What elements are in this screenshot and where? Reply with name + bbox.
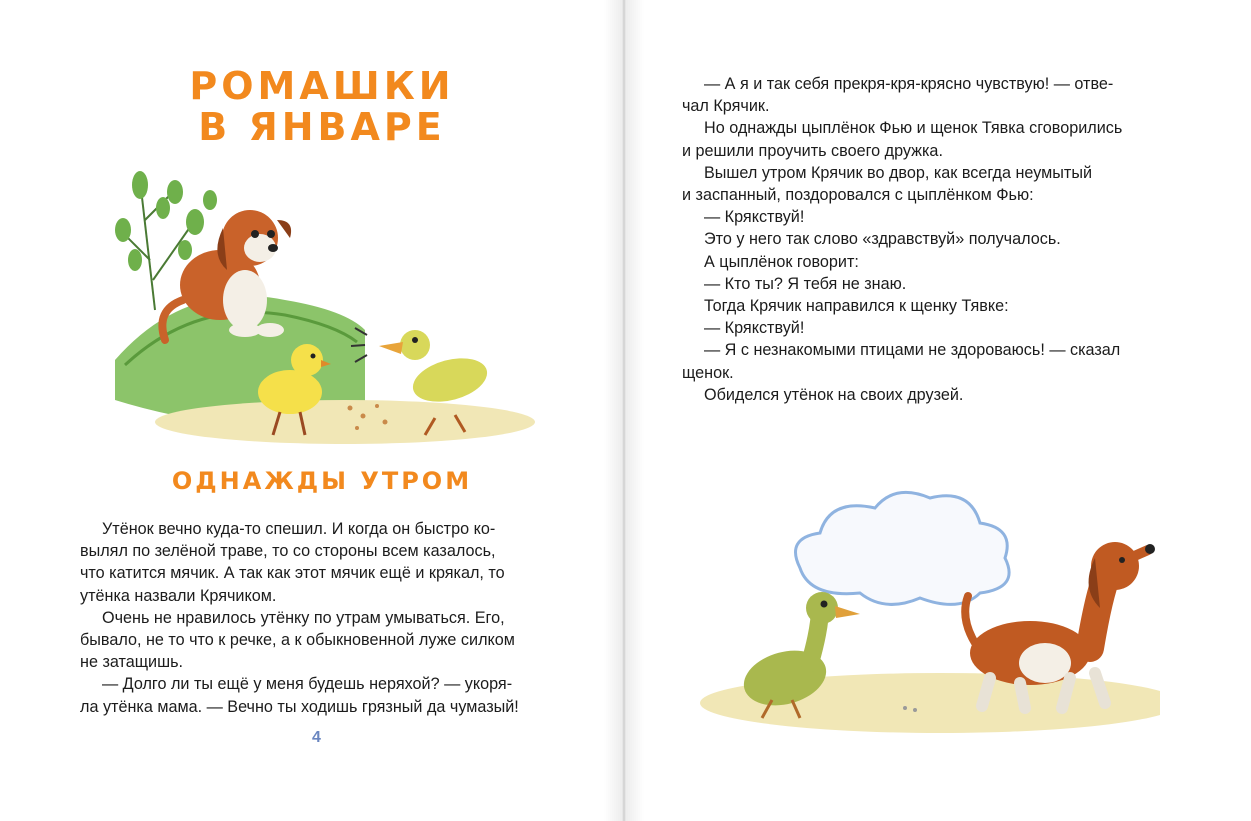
paragraph-line: — А я и так себя прекря-кря-крясно чувствую! — отве- (704, 75, 1114, 93)
paragraph-line: — Крякствуй! (704, 319, 805, 338)
duckling-puppy-cloud-illustration (690, 478, 1160, 738)
paragraph-line: А цыплёнок говорит: (704, 252, 859, 271)
paragraph-line: — Долго ли ты ещё у меня будешь неряхой? — укоря- (102, 675, 513, 694)
paragraph-line: Очень не нравилось утёнку по утрам умываться. Его, (102, 608, 505, 627)
paragraph-line: Обиделся утёнок на своих друзей. (704, 385, 964, 404)
paragraph-line: Тогда Крячик направился к щенку Тявке: (704, 297, 1009, 316)
paragraph-line: и решили проучить своего дружка. (682, 141, 943, 160)
book-title-line1: РОМАШКИ (189, 64, 455, 108)
book-title-line2: В ЯНВАРЕ (198, 105, 446, 149)
paragraph-line: Но однажды цыплёнок Фью и щенок Тявка сговорились (704, 119, 1123, 138)
paragraph-line: утёнка назвали Крячиком. (80, 586, 277, 605)
paragraph-line: не затащишь. (80, 653, 184, 672)
right-page-text (682, 73, 1175, 406)
chapter-title: ОДНАЖДЫ УТРОМ (171, 467, 473, 495)
paragraph-line: — Я с незнакомыми птицами не здороваюсь! — сказал (704, 341, 1121, 360)
paragraph-line: Вышел утром Крячик во двор, как всегда неумытый (704, 163, 1093, 182)
paragraph-line: что катится мячик. А так как этот мячик ещё и крякал, то (80, 564, 505, 583)
paragraph-line: чал Крячик. (682, 97, 770, 116)
paragraph-line: и заспанный, поздоровался с цыплёнком Фью: (682, 186, 1034, 205)
page-number: 4 (312, 729, 321, 746)
paragraph-line: вылял по зелёной траве, то со стороны всем казалось, (80, 542, 496, 561)
left-page (0, 0, 622, 821)
paragraph-line: бывало, не то что к речке, а к обыкновенной луже силком (80, 631, 515, 650)
paragraph-line: Это у него так слово «здравствуй» получалось. (704, 230, 1061, 249)
paragraph-line: — Кто ты? Я тебя не знаю. (704, 274, 907, 293)
paragraph-line: Утёнок вечно куда-то спешил. И когда он быстро ко- (102, 520, 496, 538)
paragraph-line: щенок. (682, 363, 734, 382)
paragraph-line: ла утёнка мама. — Вечно ты ходишь грязный да чумазый! (80, 697, 519, 716)
left-page-text (80, 518, 570, 718)
paragraph-line: — Крякствуй! (704, 208, 805, 227)
